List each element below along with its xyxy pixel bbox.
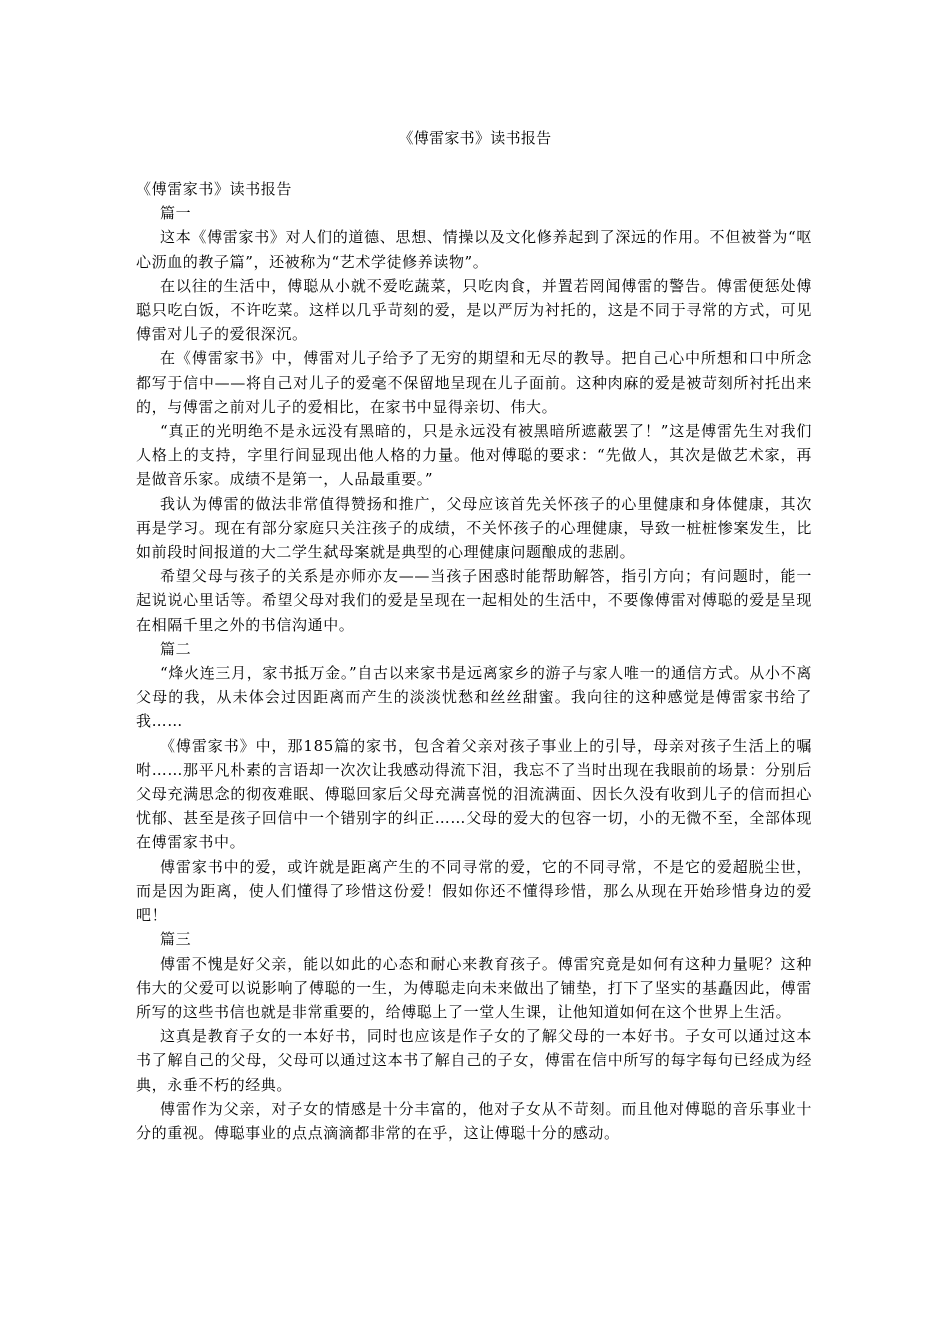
paragraph: 《傅雷家书》中，那185篇的家书，包含着父亲对孩子事业上的引导，母亲对孩子生活上的嘱咐……那平凡朴素的言语却一次次让我感动得流下泪，我忘不了当时出现在我眼前的场景：分别后父母充满思念的彻夜难眠、傅聪回家后父母充满喜悦的泪流满面、因长久没有收到儿子的信而担心忧郁、甚至是孩子回信中一个错别字的纠正……父母的爱大的包容一切，小的无微不至，全部体现在傅雷家书中。	[136, 736, 812, 852]
paragraph: 傅雷作为父亲，对子女的情感是十分丰富的，他对子女从不苛刻。而且他对傅聪的音乐事业十分的重视。傅聪事业的点点滴滴都非常的在乎，这让傅聪十分的感动。	[136, 1099, 812, 1142]
document-body	[136, 177, 812, 1145]
paragraph: “真正的光明绝不是永远没有黑暗的，只是永远没有被黑暗所遮蔽罢了！”这是傅雷先生对我们人格上的支持，字里行间显现出他人格的力量。他对傅聪的要求：“先做人，其次是做艺术家，再是做音乐家。成绩不是第一，人品最重要。”	[136, 422, 812, 489]
paragraph: 这真是教育子女的一本好书，同时也应该是作子女的了解父母的一本好书。子女可以通过这本书了解自己的父母，父母可以通过这本书了解自己的子女，傅雷在信中所写的每字每句已经成为经典，永垂不朽的经典。	[136, 1027, 812, 1094]
document-title: 《傅雷家书》读书报告	[398, 129, 552, 147]
paragraph: 在《傅雷家书》中，傅雷对儿子给予了无穷的期望和无尽的教导。把自己心中所想和口中所念都写于信中——将自己对儿子的爱毫不保留地呈现在儿子面前。这种肉麻的爱是被苛刻所衬托出来的，与傅雷之前对儿子的爱相比，在家书中显得亲切、伟大。	[136, 349, 812, 416]
paragraph: “烽火连三月，家书抵万金。”自古以来家书是远离家乡的游子与家人唯一的通信方式。从小不离父母的我，从未体会过因距离而产生的淡淡忧愁和丝丝甜蜜。我向往的这种感觉是傅雷家书给了我……	[136, 664, 812, 731]
paragraph: 我认为傅雷的做法非常值得赞扬和推广，父母应该首先关怀孩子的心里健康和身体健康，其次再是学习。现在有部分家庭只关注孩子的成绩，不关怀孩子的心理健康，导致一桩桩惨案发生，比如前段时间报道的大二学生弑母案就是典型的心理健康问题酿成的悲剧。	[136, 494, 812, 562]
section-label: 篇一	[160, 204, 192, 223]
paragraph: 在以往的生活中，傅聪从小就不爱吃蔬菜，只吃肉食，并置若罔闻傅雷的警告。傅雷便惩处傅聪只吃白饭，不许吃菜。这样以几乎苛刻的爱，是以严厉为衬托的，这是不同于寻常的方式，可见傅雷对儿子的爱很深沉。	[136, 276, 812, 344]
paragraph: 傅雷家书中的爱，或许就是距离产生的不同寻常的爱，它的不同寻常，不是它的爱超脱尘世，而是因为距离，使人们懂得了珍惜这份爱！假如你还不懂得珍惜，那么从现在开始珍惜身边的爱吧！	[136, 857, 812, 925]
paragraph: 希望父母与孩子的关系是亦师亦友——当孩子困惑时能帮助解答，指引方向；有问题时，能一起说说心里话等。希望父母对我们的爱是呈现在一起相处的生活中，不要像傅雷对傅聪的爱是呈现在相隔千里之外的书信沟通中。	[136, 567, 812, 634]
document-heading: 《傅雷家书》读书报告	[136, 180, 293, 198]
section-label: 篇二	[160, 639, 192, 658]
paragraph: 傅雷不愧是好父亲，能以如此的心态和耐心来教育孩子。傅雷究竟是如何有这种力量呢？这种伟大的父爱可以说影响了傅聪的一生，为傅聪走向未来做出了铺垫，打下了坚实的基矗因此，傅雷所写的这些书信也就是非常重要的，给傅聪上了一堂人生课，让他知道如何在这个世界上生活。	[136, 954, 812, 1021]
section-label: 篇三	[160, 930, 192, 949]
paragraph: 这本《傅雷家书》对人们的道德、思想、情操以及文化修养起到了深远的作用。不但被誉为“呕心沥血的教子篇”，还被称为“艺术学徒修养读物”。	[136, 228, 812, 271]
